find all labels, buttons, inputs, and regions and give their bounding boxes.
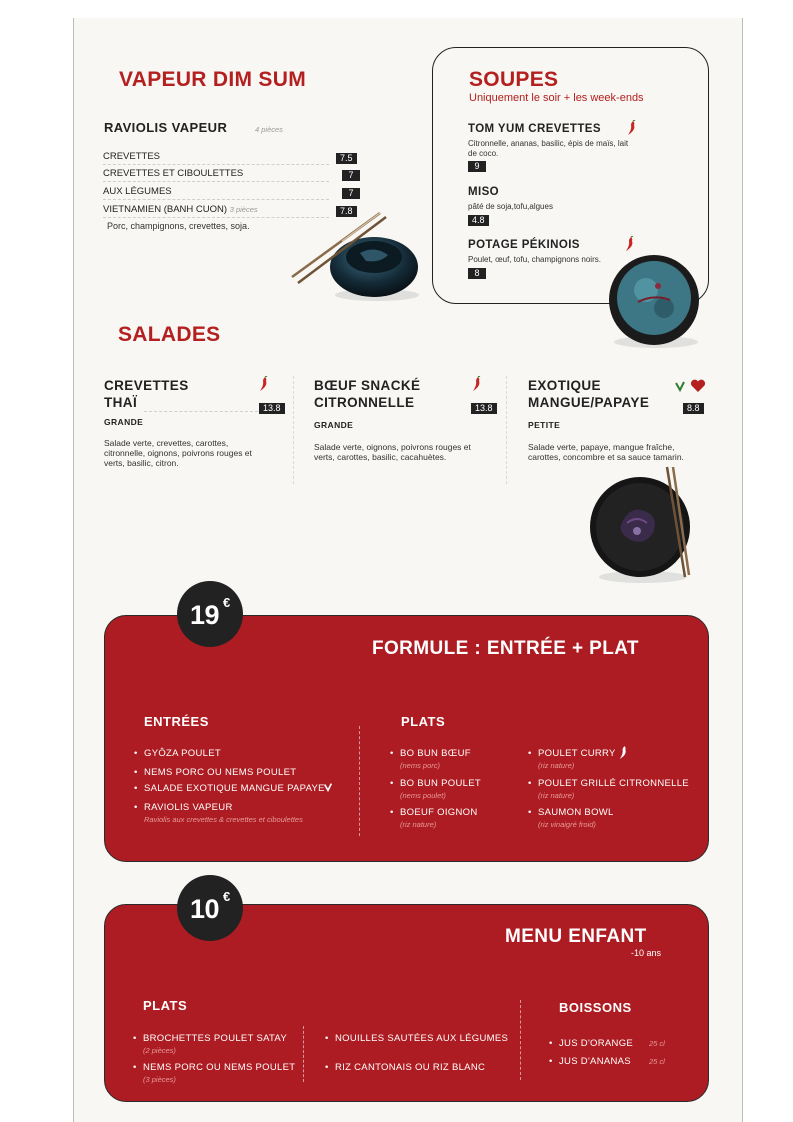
entree-sub: Raviolis aux crevettes & crevettes et ciboulettes bbox=[144, 815, 303, 824]
plat-item: • BROCHETTES POULET SATAY (2 pièces) bbox=[133, 1033, 287, 1055]
plat-sub: (riz nature) bbox=[538, 791, 575, 800]
item-price: 7.8 bbox=[336, 206, 357, 217]
soup-price: 4.8 bbox=[468, 215, 489, 226]
plat-name: BO BUN BŒUF bbox=[400, 748, 471, 759]
entree-item: • SALADE EXOTIQUE MANGUE PAPAYE bbox=[144, 783, 325, 794]
plat-sub: (2 pièces) bbox=[143, 1046, 176, 1055]
plat-sub: (riz nature) bbox=[400, 820, 437, 829]
plat-item: • BOEUF OIGNON (riz nature) bbox=[390, 807, 478, 829]
plat-item: • NEMS PORC OU NEMS POULET (3 pièces) bbox=[133, 1062, 296, 1084]
soup-description: Citronnelle, ananas, basilic, épis de maïs, lait de coco. bbox=[468, 139, 629, 158]
salad-price: 13.8 bbox=[471, 403, 497, 414]
entree-item: • GYÔZA POULET bbox=[134, 748, 221, 759]
enfant-plats-title: PLATS bbox=[143, 998, 188, 1013]
salad-description: Salade verte, papaye, mangue fraîche, carottes, concombre et sa sauce tamarin. bbox=[528, 442, 684, 462]
salad-name-line1: EXOTIQUE bbox=[528, 378, 601, 393]
plat-item: • BO BUN POULET (nems poulet) bbox=[390, 778, 481, 800]
boisson-name: JUS D'ANANAS bbox=[559, 1056, 631, 1067]
salad-name bbox=[528, 377, 649, 411]
salad-price: 13.8 bbox=[259, 403, 285, 414]
salad-description: Salade verte, crevettes, carottes, citronnelle, oignons, poivrons rouges et verts, basilic, citron. bbox=[104, 438, 252, 468]
item-note: 3 pièces bbox=[229, 205, 258, 214]
salad-size: GRANDE bbox=[314, 420, 354, 430]
salades-title: SALADES bbox=[118, 323, 221, 346]
dim-sum-item bbox=[103, 151, 355, 162]
chili-icon bbox=[626, 120, 638, 136]
heart-icon bbox=[690, 379, 706, 393]
soup-description: pâté de soja,tofu,algues bbox=[468, 202, 553, 211]
plat-name: RIZ CANTONAIS OU RIZ BLANC bbox=[335, 1062, 486, 1073]
salad-name-line2: CITRONNELLE bbox=[314, 395, 415, 410]
dim-sum-description: Porc, champignons, crevettes, soja. bbox=[107, 221, 250, 231]
soup-name: MISO bbox=[468, 186, 499, 198]
entree-name: RAVIOLIS VAPEUR bbox=[144, 802, 233, 813]
salad-size: GRANDE bbox=[104, 417, 144, 427]
item-price: 7 bbox=[342, 170, 360, 181]
salad-plate-image bbox=[585, 465, 700, 585]
plat-sub: (riz nature) bbox=[538, 761, 575, 770]
dim-sum-item bbox=[103, 168, 355, 179]
item-name: AUX LÉGUMES bbox=[103, 186, 172, 197]
salad-name bbox=[104, 377, 189, 411]
raviolis-note: 4 pièces bbox=[255, 125, 283, 134]
chili-icon bbox=[258, 376, 270, 392]
item-name: VIETNAMIEN (BANH CUON) bbox=[103, 204, 228, 215]
item-price: 7 bbox=[342, 188, 360, 199]
soupes-subtitle: Uniquement le soir + les week-ends bbox=[469, 92, 644, 104]
salad-name-line1: CREVETTES bbox=[104, 378, 189, 393]
plat-name: SAUMON BOWL bbox=[538, 807, 614, 818]
enfant-title: MENU ENFANT bbox=[505, 926, 647, 947]
vegan-icon bbox=[323, 782, 333, 792]
enfant-price-badge bbox=[177, 875, 243, 941]
plat-sub: (nems poulet) bbox=[400, 791, 446, 800]
plat-name: NOUILLES SAUTÉES AUX LÉGUMES bbox=[335, 1033, 509, 1044]
plat-item: • POULET CURRY (riz nature) bbox=[538, 748, 616, 770]
plat-sub: (nems porc) bbox=[400, 761, 441, 770]
plat-name: POULET GRILLÉ CITRONNELLE bbox=[538, 778, 689, 789]
entree-name: SALADE EXOTIQUE MANGUE PAPAYE bbox=[144, 783, 325, 794]
steamer-bowl-image bbox=[282, 205, 432, 305]
soupes-title: SOUPES bbox=[469, 68, 559, 91]
enfant-subtitle: -10 ans bbox=[631, 948, 662, 958]
boisson-size: 25 cl bbox=[649, 1039, 665, 1048]
formule-title: FORMULE : ENTRÉE + PLAT bbox=[372, 638, 639, 659]
plats-title: PLATS bbox=[401, 714, 446, 729]
salad-price: 8.8 bbox=[683, 403, 704, 414]
formule-price-badge bbox=[177, 581, 243, 647]
dim-sum-title: VAPEUR DIM SUM bbox=[119, 68, 306, 91]
salad-name-line2: THAÏ bbox=[104, 395, 138, 410]
plat-item: • POULET GRILLÉ CITRONNELLE (riz nature) bbox=[528, 778, 689, 800]
entree-name: GYÔZA POULET bbox=[144, 748, 221, 759]
salad-description: Salade verte, oignons, poivrons rouges et verts, carottes, basilic, cacahuètes. bbox=[314, 442, 471, 462]
plat-sub: (riz vinaigré froid) bbox=[538, 820, 596, 829]
vegan-icon bbox=[674, 380, 686, 392]
dim-sum-item bbox=[103, 186, 355, 197]
salad-name bbox=[314, 377, 420, 411]
entree-item: • RAVIOLIS VAPEUR Raviolis aux crevettes & crevettes et ciboulettes bbox=[134, 802, 303, 824]
soup-price: 9 bbox=[468, 161, 486, 172]
boisson-item: • JUS D'ORANGE bbox=[549, 1038, 634, 1049]
salad-name-line1: BŒUF SNACKÉ bbox=[314, 378, 421, 393]
item-name: CREVETTES bbox=[103, 151, 161, 162]
plat-item: • RIZ CANTONAIS OU RIZ BLANC bbox=[325, 1062, 486, 1073]
formule-price: 19 bbox=[190, 600, 220, 630]
raviolis-subtitle: RAVIOLIS VAPEUR bbox=[104, 120, 228, 135]
plat-name: BO BUN POULET bbox=[400, 778, 481, 789]
enfant-price: 10 bbox=[190, 894, 220, 924]
chili-icon bbox=[618, 745, 629, 760]
plat-name: NEMS PORC OU NEMS POULET bbox=[143, 1062, 296, 1073]
plat-name: POULET CURRY bbox=[538, 748, 616, 759]
soup-description: Poulet, œuf, tofu, champignons noirs. bbox=[468, 255, 601, 264]
salad-name-line2: MANGUE/PAPAYE bbox=[528, 395, 650, 410]
soup-name: POTAGE PÉKINOIS bbox=[468, 239, 580, 251]
salad-size: PETITE bbox=[528, 420, 561, 430]
boisson-name: JUS D'ORANGE bbox=[559, 1038, 634, 1049]
entree-name: NEMS PORC OU NEMS POULET bbox=[144, 767, 297, 778]
plat-name: BOEUF OIGNON bbox=[400, 807, 478, 818]
plat-item: • NOUILLES SAUTÉES AUX LÉGUMES bbox=[325, 1033, 509, 1044]
soup-name: TOM YUM CREVETTES bbox=[468, 123, 601, 135]
item-price: 7.5 bbox=[336, 153, 357, 164]
currency-symbol: € bbox=[223, 595, 231, 610]
entree-item: • NEMS PORC OU NEMS POULET bbox=[134, 767, 297, 778]
plat-item: • BO BUN BŒUF (nems porc) bbox=[390, 748, 471, 770]
plat-sub: (3 pièces) bbox=[143, 1075, 176, 1084]
item-name: CREVETTES ET CIBOULETTES bbox=[103, 168, 244, 179]
boissons-title: BOISSONS bbox=[559, 1000, 632, 1015]
boisson-size: 25 cl bbox=[649, 1057, 665, 1066]
chili-icon bbox=[471, 376, 483, 392]
soup-price: 8 bbox=[468, 268, 486, 279]
plat-name: BROCHETTES POULET SATAY bbox=[143, 1033, 287, 1044]
entrees-title: ENTRÉES bbox=[144, 714, 209, 729]
currency-symbol: € bbox=[223, 889, 231, 904]
soup-bowl-image bbox=[598, 250, 710, 350]
plat-item: • SAUMON BOWL (riz vinaigré froid) bbox=[528, 807, 614, 829]
boisson-item: • JUS D'ANANAS bbox=[549, 1056, 631, 1067]
